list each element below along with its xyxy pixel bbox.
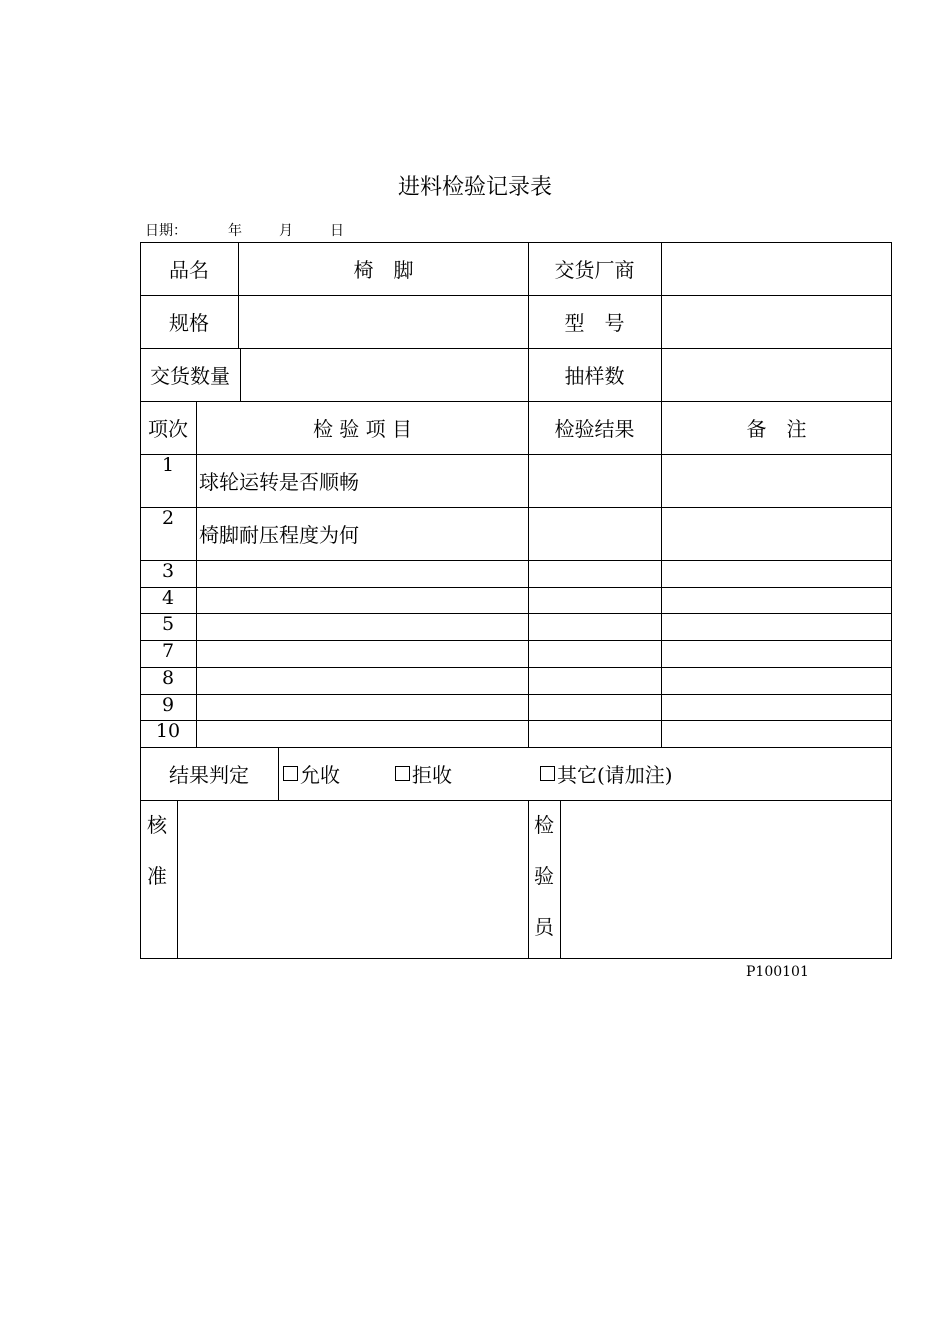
item-remark[interactable] xyxy=(662,720,891,747)
item-remark[interactable] xyxy=(662,667,891,694)
item-remark[interactable] xyxy=(662,560,891,587)
item-result[interactable] xyxy=(528,560,661,587)
delivery-qty-value[interactable] xyxy=(241,348,528,401)
inspector-label-char: 员 xyxy=(534,915,554,939)
item-name xyxy=(199,587,528,613)
item-name-header: 检 验 项 目 xyxy=(312,417,413,441)
inspector-label xyxy=(529,800,559,953)
option-reject[interactable] xyxy=(395,747,452,800)
option-other[interactable] xyxy=(540,747,673,800)
item-number: 9 xyxy=(161,694,175,716)
inspector-label-char: 验 xyxy=(534,864,554,888)
delivery-qty-label: 交货数量 xyxy=(150,364,230,388)
inspector-signature-field[interactable] xyxy=(561,801,891,958)
approve-label-char: 准 xyxy=(147,864,167,888)
item-number: 2 xyxy=(161,507,175,529)
item-name xyxy=(199,560,528,587)
date-month-label: 月 xyxy=(279,223,293,239)
inspection-form-table xyxy=(140,242,892,959)
item-result[interactable] xyxy=(528,454,661,507)
item-name xyxy=(199,694,528,720)
item-remark[interactable] xyxy=(662,507,891,560)
spec-value[interactable] xyxy=(239,295,528,348)
item-result[interactable] xyxy=(528,613,661,640)
item-result[interactable] xyxy=(528,720,661,747)
item-number: 8 xyxy=(161,667,175,689)
form-title: 进料检验记录表 xyxy=(397,175,552,200)
item-number: 4 xyxy=(161,587,175,609)
model-value[interactable] xyxy=(662,295,891,348)
supplier-label: 交货厂商 xyxy=(554,258,635,282)
item-number: 10 xyxy=(155,720,181,742)
product-name-label: 品名 xyxy=(169,258,209,282)
checkbox-icon[interactable] xyxy=(283,766,298,781)
item-name xyxy=(199,720,528,747)
item-number: 3 xyxy=(161,560,175,582)
judgement-options xyxy=(279,747,891,800)
item-name: 球轮运转是否顺畅 xyxy=(199,470,359,494)
item-name xyxy=(199,613,528,640)
item-result[interactable] xyxy=(528,640,661,667)
item-number: 7 xyxy=(161,640,175,662)
item-remark[interactable] xyxy=(662,640,891,667)
judgement-label: 结果判定 xyxy=(169,763,249,787)
sample-qty-label: 抽样数 xyxy=(564,364,625,388)
item-name: 椅脚耐压程度为何 xyxy=(199,523,359,547)
date-day-label: 日 xyxy=(330,223,344,239)
option-accept[interactable] xyxy=(283,747,340,800)
item-remark-header: 备 注 xyxy=(746,417,807,441)
item-number: 5 xyxy=(161,613,175,635)
option-other-label: 其它(请加注) xyxy=(557,763,673,787)
option-reject-label: 拒收 xyxy=(412,763,452,787)
option-accept-label: 允收 xyxy=(300,763,340,787)
item-index-header: 项次 xyxy=(148,417,188,441)
item-result[interactable] xyxy=(528,667,661,694)
item-result-header: 检验结果 xyxy=(554,417,635,441)
item-result[interactable] xyxy=(528,507,661,560)
checkbox-icon[interactable] xyxy=(395,766,410,781)
checkbox-icon[interactable] xyxy=(540,766,555,781)
product-name-value[interactable]: 椅 脚 xyxy=(353,258,414,282)
date-label: 日期： xyxy=(145,223,187,239)
item-remark[interactable] xyxy=(662,587,891,613)
item-number: 1 xyxy=(161,454,175,476)
supplier-value[interactable] xyxy=(662,242,891,295)
approve-label xyxy=(142,800,172,902)
approve-label-char: 核 xyxy=(147,813,167,837)
sample-qty-value[interactable] xyxy=(662,348,891,401)
date-year-label: 年 xyxy=(228,223,242,239)
item-name xyxy=(199,640,528,667)
item-remark[interactable] xyxy=(662,454,891,507)
model-label: 型 号 xyxy=(564,311,625,335)
approve-signature-field[interactable] xyxy=(178,801,528,958)
item-remark[interactable] xyxy=(662,694,891,720)
form-code: P100101 xyxy=(746,964,809,980)
inspector-label-char: 检 xyxy=(534,813,554,837)
spec-label: 规格 xyxy=(169,311,209,335)
item-result[interactable] xyxy=(528,587,661,613)
item-name xyxy=(199,667,528,694)
item-remark[interactable] xyxy=(662,613,891,640)
item-result[interactable] xyxy=(528,694,661,720)
